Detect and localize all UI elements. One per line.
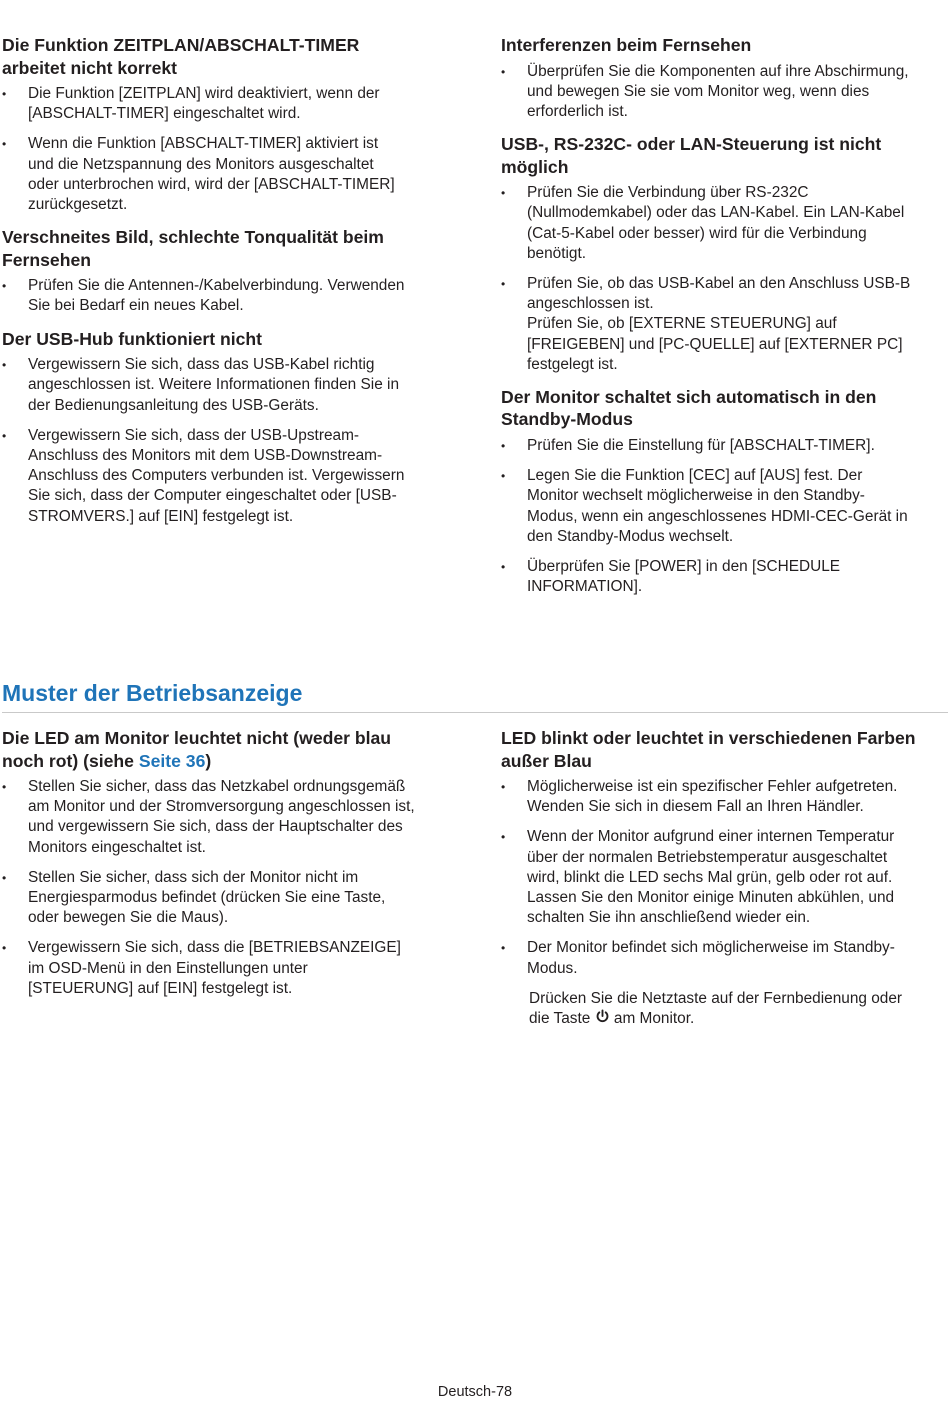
bullet-list: [2, 84, 450, 215]
bullet-list: [501, 183, 947, 375]
list-item-line: im OSD-Menü in den Einstellungen unter: [28, 959, 308, 977]
heading-line: USB-, RS-232C- oder LAN-Steuerung ist nicht: [501, 134, 882, 155]
bullet-list: [501, 777, 947, 979]
list-item-line: angeschlossen ist.: [527, 295, 654, 313]
list-item-line: • Stellen Sie sicher, dass sich der Monitor nicht im: [28, 868, 359, 886]
heading-line: Der USB-Hub funktioniert nicht: [2, 328, 262, 349]
list-item-line: Lassen Sie den Monitor einige Minuten abkühlen, und: [527, 889, 895, 907]
heading-line-text: ): [205, 750, 212, 771]
list-item-line: angeschlossen ist. Weitere Informationen finden Sie in: [28, 376, 400, 394]
list-item-line: Sie sich, dass der Computer eingeschaltet oder [USB-: [28, 487, 397, 505]
list-item-line: der Bedienungsanleitung des USB-Geräts.: [28, 396, 319, 414]
list-item: [2, 777, 450, 858]
list-item-line: STROMVERS.] auf [EIN] festgelegt ist.: [28, 507, 294, 525]
list-item: [2, 355, 450, 416]
left-top-column: [2, 34, 450, 538]
list-item: [2, 276, 450, 316]
list-item: [501, 466, 947, 547]
list-item: [501, 183, 947, 264]
list-item-line: (Nullmodemkabel) oder das LAN-Kabel. Ein LAN-Kabel: [527, 204, 905, 222]
bullet-list: [2, 777, 450, 999]
heading-line: Die LED am Monitor leuchtet nicht (weder blau: [2, 728, 392, 748]
list-item: [501, 436, 947, 456]
list-item-line: oder bewegen Sie die Maus).: [28, 909, 229, 927]
list-item-line: zurückgesetzt.: [28, 196, 128, 214]
list-item-line: den Standby-Modus wechselt.: [527, 527, 734, 545]
section-heading: [2, 328, 450, 351]
list-item-line: am Monitor und der Stromversorgung angeschlossen ist,: [28, 798, 415, 816]
list-item: [2, 426, 450, 527]
list-item-line: • Überprüfen Sie [POWER] in den [SCHEDULE: [527, 557, 841, 575]
heading-line: Die Funktion ZEITPLAN/ABSCHALT-TIMER: [2, 35, 360, 55]
section-heading: [501, 386, 947, 431]
list-item-line: wird, blinkt die LED sechs Mal grün, gelb oder rot auf.: [527, 868, 893, 886]
list-item-line: Modus.: [527, 959, 578, 977]
section-heading: [501, 133, 947, 178]
list-item-line: Modus, wenn ein angeschlossenes HDMI-CEC-Gerät in: [527, 507, 908, 525]
led-blinking-section: [501, 727, 947, 1029]
note-line: Drücken Sie die Netztaste auf der Fernbedienung oder: [529, 989, 903, 1007]
list-item-line: INFORMATION].: [527, 578, 643, 596]
list-item-line: • Überprüfen Sie die Komponenten auf ihre Abschirmung,: [527, 62, 909, 80]
heading-line: möglich: [501, 156, 569, 177]
note-paragraph: [501, 989, 947, 1029]
bullet-list: [501, 436, 947, 597]
right-top-column: [501, 34, 947, 608]
list-item: [2, 134, 450, 215]
list-item-line: • Prüfen Sie die Einstellung für [ABSCHALT-TIMER].: [527, 436, 875, 454]
list-item-line: schalten Sie ihn anschließend wieder ein.: [527, 909, 811, 927]
note-line-text: am Monitor.: [609, 1010, 695, 1028]
list-item-line: benötigt.: [527, 244, 587, 262]
list-item-line: • Vergewissern Sie sich, dass das USB-Kabel richtig: [28, 356, 375, 374]
list-item-line: Anschluss des Computers verbunden ist. Vergewissern: [28, 467, 405, 485]
list-item-line: • Stellen Sie sicher, dass das Netzkabel ordnungsgemäß: [28, 778, 406, 795]
list-item-line: Monitors eingeschaltet ist.: [28, 838, 206, 856]
list-item-line: Prüfen Sie, ob [EXTERNE STEUERUNG] auf: [527, 315, 837, 333]
list-item-line: erforderlich ist.: [527, 102, 628, 120]
list-item: [501, 557, 947, 597]
list-item-line: • Prüfen Sie die Antennen-/Kabelverbindung. Verwenden: [28, 277, 405, 295]
heading-line: Interferenzen beim Fernsehen: [501, 35, 752, 55]
list-item-line: (Cat-5-Kabel oder besser) wird für die Verbindung: [527, 224, 867, 242]
list-item-line: über der normalen Betriebstemperatur ausgeschaltet: [527, 848, 888, 866]
list-item-line: festgelegt ist.: [527, 355, 618, 373]
bullet-list: [2, 355, 450, 527]
list-item-line: [FREIGEBEN] und [PC-QUELLE] auf [EXTERNER PC]: [527, 335, 903, 353]
heading-line: Der Monitor schaltet sich automatisch in den: [501, 386, 877, 407]
list-item: [2, 868, 450, 929]
list-item-line: und die Netzspannung des Monitors ausgeschaltet: [28, 155, 374, 173]
bullet-list: [501, 62, 947, 123]
section-title: Muster der Betriebsanzeige: [2, 678, 948, 713]
list-item-line: Energiesparmodus befindet (drücken Sie eine Taste,: [28, 889, 386, 907]
heading-line: Verschneites Bild, schlechte Tonqualität beim: [2, 227, 384, 248]
heading-line-text: noch rot) (siehe: [2, 750, 139, 771]
list-item: [501, 938, 947, 978]
list-item-line: • Legen Sie die Funktion [CEC] auf [AUS] fest. Der: [527, 467, 863, 485]
bullet-list: [2, 276, 450, 316]
list-item-line: • Vergewissern Sie sich, dass die [BETRIEBSANZEIGE]: [28, 939, 401, 957]
section-heading: [2, 34, 450, 79]
list-item-line: • Möglicherweise ist ein spezifischer Fehler aufgetreten.: [527, 778, 898, 795]
list-item-line: • Vergewissern Sie sich, dass der USB-Upstream-: [28, 426, 360, 444]
page-number: Deutsch-78: [437, 1384, 513, 1400]
list-item-line: • Der Monitor befindet sich möglicherweise im Standby-: [527, 939, 895, 957]
list-item-line: • Wenn der Monitor aufgrund einer internen Temperatur: [527, 828, 895, 846]
led-not-lit-section: [2, 727, 450, 1010]
list-item: [2, 938, 450, 999]
list-item-line: [ABSCHALT-TIMER] eingeschaltet wird.: [28, 105, 301, 123]
list-item-line: • Prüfen Sie die Verbindung über RS-232C: [527, 184, 809, 202]
heading-line: arbeitet nicht korrekt: [2, 57, 178, 78]
section-heading: [501, 34, 947, 57]
list-item: [501, 274, 947, 375]
section-heading: [2, 226, 450, 271]
power-icon: [595, 1009, 610, 1024]
list-item-line: Monitor wechselt möglicherweise in den Standby-: [527, 487, 865, 505]
list-item-line: und bewegen Sie sie vom Monitor weg, wenn dies: [527, 82, 870, 100]
list-item: [501, 62, 947, 123]
list-item: [2, 84, 450, 124]
list-item-line: und vergewissern Sie sich, dass der Hauptschalter des: [28, 818, 403, 836]
list-item-line: Anschluss des Monitors mit dem USB-Downstream-: [28, 446, 383, 464]
list-item: [501, 777, 947, 817]
heading-line: Fernsehen: [2, 249, 91, 270]
heading-line: außer Blau: [501, 750, 592, 771]
list-item-line: Wenden Sie sich in diesem Fall an Ihren Händler.: [527, 798, 864, 816]
list-item-line: • Prüfen Sie, ob das USB-Kabel an den Anschluss USB-B: [527, 274, 911, 292]
list-item-line: • Wenn die Funktion [ABSCHALT-TIMER] aktiviert ist: [28, 135, 379, 153]
page-link[interactable]: Seite 36: [138, 750, 206, 771]
section-heading: [2, 727, 450, 772]
section-heading: [501, 727, 947, 772]
list-item-line: • Die Funktion [ZEITPLAN] wird deaktiviert, wenn der: [28, 85, 380, 102]
note-line-text: die Taste: [529, 1010, 595, 1028]
list-item: [501, 827, 947, 928]
heading-line: Standby-Modus: [501, 409, 633, 430]
list-item-line: Sie bei Bedarf ein neues Kabel.: [28, 297, 244, 315]
list-item-line: [STEUERUNG] auf [EIN] festgelegt ist.: [28, 979, 293, 997]
heading-line: LED blinkt oder leuchtet in verschiedenen Farben: [501, 728, 916, 748]
list-item-line: oder unterbrochen wird, wird der [ABSCHALT-TIMER]: [28, 175, 395, 193]
